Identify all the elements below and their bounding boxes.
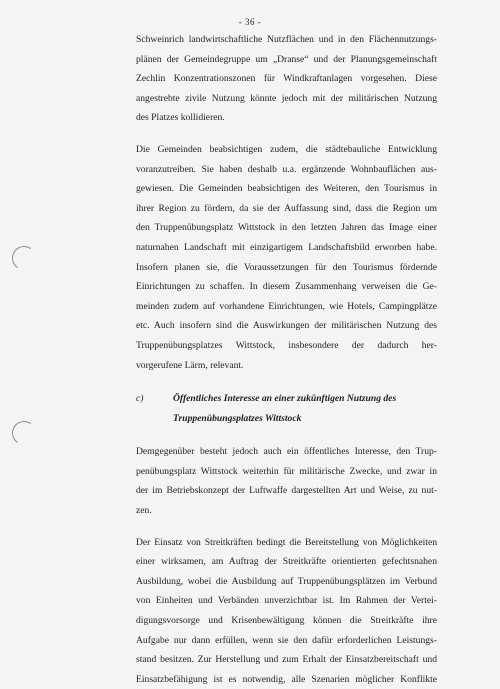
- text-line: des Platzes kollidieren.: [136, 112, 225, 124]
- text-line: einer wirksamen, am Auftrag der Streitkräfte orientierten gefechtsnahen: [136, 556, 437, 568]
- section-letter: c): [136, 393, 144, 405]
- paragraph-gap: [136, 128, 437, 140]
- text-line: der im Betriebskonzept der Luftwaffe dargestellten Art und Weise, zu nut-: [136, 485, 437, 497]
- section-heading: [136, 389, 437, 428]
- text-line: stand besitzen. Zur Herstellung und zum Erhalt der Einsatzbereitschaft und: [136, 654, 437, 666]
- text-line: digungsvorsorge und Krisenbewältigung können die Streitkräfte ihre: [136, 615, 437, 627]
- text-line: plänen der Gemeindegruppe um „Dranse“ und der Planungsgemeinschaft: [136, 53, 437, 65]
- text-line: zen.: [136, 505, 152, 517]
- punch-hole-mark: [10, 419, 38, 447]
- section-title: [173, 389, 437, 428]
- text-line: Ausbildung, wobei die Ausbildung auf Truppenübungsplätzen im Verbund: [136, 575, 437, 587]
- text-line: Einsatzbefähigung ist es notwendig, alle Szenarien möglicher Konflikte: [136, 673, 437, 685]
- text-line: von Einheiten und Verbänden unverzichtbar ist. Im Rahmen der Vertei-: [136, 595, 437, 607]
- text-line: etc. Auch insofern sind die Auswirkungen der militärischen Nutzung des: [136, 320, 437, 332]
- text-line: ihrer Region zu fördern, da sie der Auffassung sind, dass die Region um: [136, 202, 437, 214]
- text-line: Truppenübungsplatzes Wittstock, insbesondere der dadurch her-: [136, 339, 437, 351]
- text-line: penübungsplatz Wittstock weiterhin für militärische Zwecke, und zwar in: [136, 465, 437, 477]
- paragraph-armed-forces: [136, 533, 437, 689]
- text-line: Aufgabe nur dann erfüllen, wenn sie den dafür erforderlichen Leistungs-: [136, 634, 437, 646]
- section-title-line: Truppenübungsplatzes Wittstock: [173, 412, 302, 424]
- text-line: den Truppenübungsplatz Wittstock in den letzten Jahren das Image einer: [136, 222, 437, 234]
- text-line: Zechlin Konzentrationszonen für Windkraftanlagen vorgesehen. Diese: [136, 73, 437, 85]
- paragraph-gap: [136, 521, 437, 533]
- text-line: gewiesen. Die Gemeinden beabsichtigen des Weiteren, den Tourismus in: [136, 183, 437, 195]
- text-line: Insofern planen sie, die Voraussetzungen für den Tourismus fördernde: [136, 261, 437, 273]
- paragraph-public-interest: [136, 442, 437, 520]
- paragraph-tourism: [136, 140, 437, 375]
- document-body: [136, 30, 437, 689]
- text-line: Der Einsatz von Streitkräften bedingt die Bereitstellung von Möglichkeiten: [136, 536, 437, 548]
- text-line: naturnahen Landschaft mit einzigartigem Landschaftsbild erworben habe.: [136, 241, 437, 253]
- text-line: angestrebte zivile Nutzung könnte jedoch mit der militärischen Nutzung: [136, 92, 437, 104]
- text-line: vorgerufene Lärm, relevant.: [136, 359, 244, 371]
- text-line: meinden zudem auf vorhandene Einrichtungen, wie Hotels, Campingplätze: [136, 300, 437, 312]
- text-line: Schweinrich landwirtschaftliche Nutzflächen und in den Flächennutzungs-: [136, 34, 437, 45]
- punch-hole-mark: [10, 244, 38, 272]
- text-line: Einrichtungen zu schaffen. In diesem Zusammenhang verweisen die Ge-: [136, 281, 437, 293]
- page-number: - 36 -: [238, 17, 262, 27]
- paragraph-land-use: [136, 30, 437, 128]
- text-line: voranzutreiben. Sie haben deshalb u.a. ergänzende Wohnbauflächen aus-: [136, 163, 437, 175]
- text-line: Demgegenüber besteht jedoch auch ein öffentliches Interesse, den Trup-: [136, 446, 437, 458]
- section-title-line: Öffentliches Interesse an einer zukünftigen Nutzung des: [173, 393, 397, 405]
- text-line: Die Gemeinden beabsichtigen zudem, die städtebauliche Entwicklung: [136, 143, 437, 155]
